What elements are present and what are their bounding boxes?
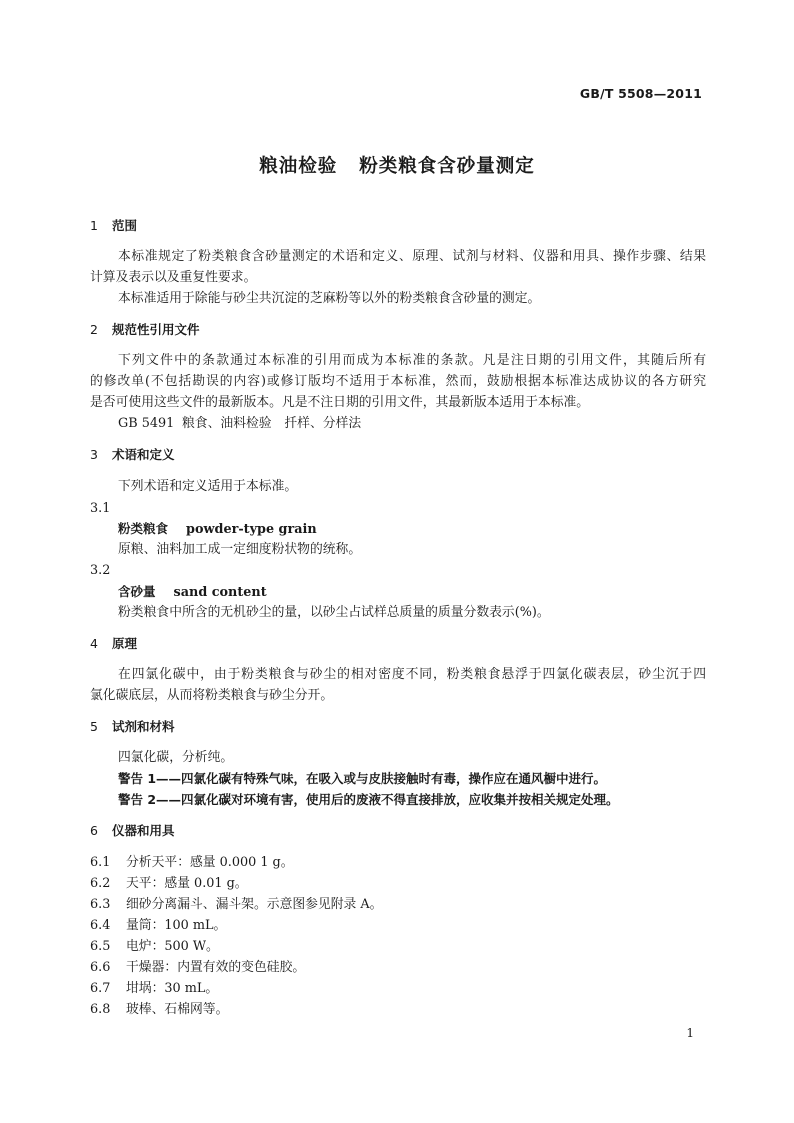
reference-code: GB 5491 bbox=[118, 416, 175, 431]
section-5-para: 四氯化碳，分析纯。 bbox=[118, 750, 234, 765]
section-1-heading: 1 范围 bbox=[90, 218, 138, 233]
section-1-para-1-line-2: 计算及表示以及重复性要求。 bbox=[90, 270, 257, 285]
list-item: 6.4 量筒：100 mL。 bbox=[90, 918, 227, 933]
section-3-intro: 下列术语和定义适用于本标准。 bbox=[118, 479, 298, 494]
title-part-1: 粮油检验 bbox=[259, 156, 338, 177]
list-item: 6.3 细砂分离漏斗、漏斗架。示意图参见附录 A。 bbox=[90, 897, 383, 912]
term-2-definition: 粉类粮食中所含的无机砂尘的量，以砂尘占试样总质量的质量分数表示(%)。 bbox=[118, 605, 550, 620]
section-2-para-line-1: 下列文件中的条款通过本标准的引用而成为本标准的条款。凡是注日期的引用文件，其随后所有 bbox=[118, 353, 706, 368]
section-6-heading: 6 仪器和用具 bbox=[90, 823, 175, 838]
warning-2: 警告 2——四氯化碳对环境有害，使用后的废液不得直接排放，应收集并按相关规定处理。 bbox=[118, 792, 619, 807]
list-item: 6.1 分析天平：感量 0.000 1 g。 bbox=[90, 855, 294, 870]
term-1-name: 粉类粮食 powder-type grain bbox=[118, 521, 317, 537]
section-4-para-line-2: 氯化碳底层，从而将粉类粮食与砂尘分开。 bbox=[90, 688, 334, 703]
list-item: 6.5 电炉：500 W。 bbox=[90, 939, 219, 954]
term-1-number: 3.1 bbox=[90, 501, 111, 516]
reference-title: 粮食、油料检验 扦样、分样法 bbox=[182, 416, 362, 431]
section-5-heading: 5 试剂和材料 bbox=[90, 719, 175, 734]
section-4-heading: 4 原理 bbox=[90, 636, 138, 651]
section-2-heading: 2 规范性引用文件 bbox=[90, 322, 200, 337]
standard-code: GB/T 5508—2011 bbox=[579, 86, 702, 101]
list-item: 6.6 干燥器：内置有效的变色硅胶。 bbox=[90, 960, 306, 975]
normative-reference bbox=[118, 416, 734, 432]
section-3-heading: 3 术语和定义 bbox=[90, 447, 175, 462]
document-title bbox=[0, 152, 794, 178]
section-4-para-line-1: 在四氯化碳中，由于粉类粮食与砂尘的相对密度不同，粉类粮食悬浮于四氯化碳表层，砂尘沉于四 bbox=[118, 667, 706, 682]
title-part-2: 粉类粮食含砂量测定 bbox=[359, 156, 535, 177]
list-item: 6.2 天平：感量 0.01 g。 bbox=[90, 876, 248, 891]
section-1-para-2: 本标准适用于除能与砂尘共沉淀的芝麻粉等以外的粉类粮食含砂量的测定。 bbox=[118, 291, 541, 306]
warning-1: 警告 1——四氯化碳有特殊气味，在吸入或与皮肤接触时有毒，操作应在通风橱中进行。 bbox=[118, 771, 607, 786]
term-2-name: 含砂量 sand content bbox=[118, 584, 267, 600]
term-2-number: 3.2 bbox=[90, 563, 111, 578]
term-1-definition: 原粮、油料加工成一定细度粉状物的统称。 bbox=[118, 542, 362, 557]
section-1-para-1-line-1: 本标准规定了粉类粮食含砂量测定的术语和定义、原理、试剂与材料、仪器和用具、操作步骤、结果 bbox=[118, 249, 706, 264]
list-item: 6.7 坩埚：30 mL。 bbox=[90, 981, 219, 996]
section-2-para-line-3: 是否可使用这些文件的最新版本。凡是不注日期的引用文件，其最新版本适用于本标准。 bbox=[90, 395, 590, 410]
list-item: 6.8 玻棒、石棉网等。 bbox=[90, 1002, 229, 1017]
page-number: 1 bbox=[686, 1026, 694, 1040]
section-2-para-line-2: 的修改单(不包括勘误的内容)或修订版均不适用于本标准，然而，鼓励根据本标准达成协议的各方研究 bbox=[90, 374, 706, 389]
